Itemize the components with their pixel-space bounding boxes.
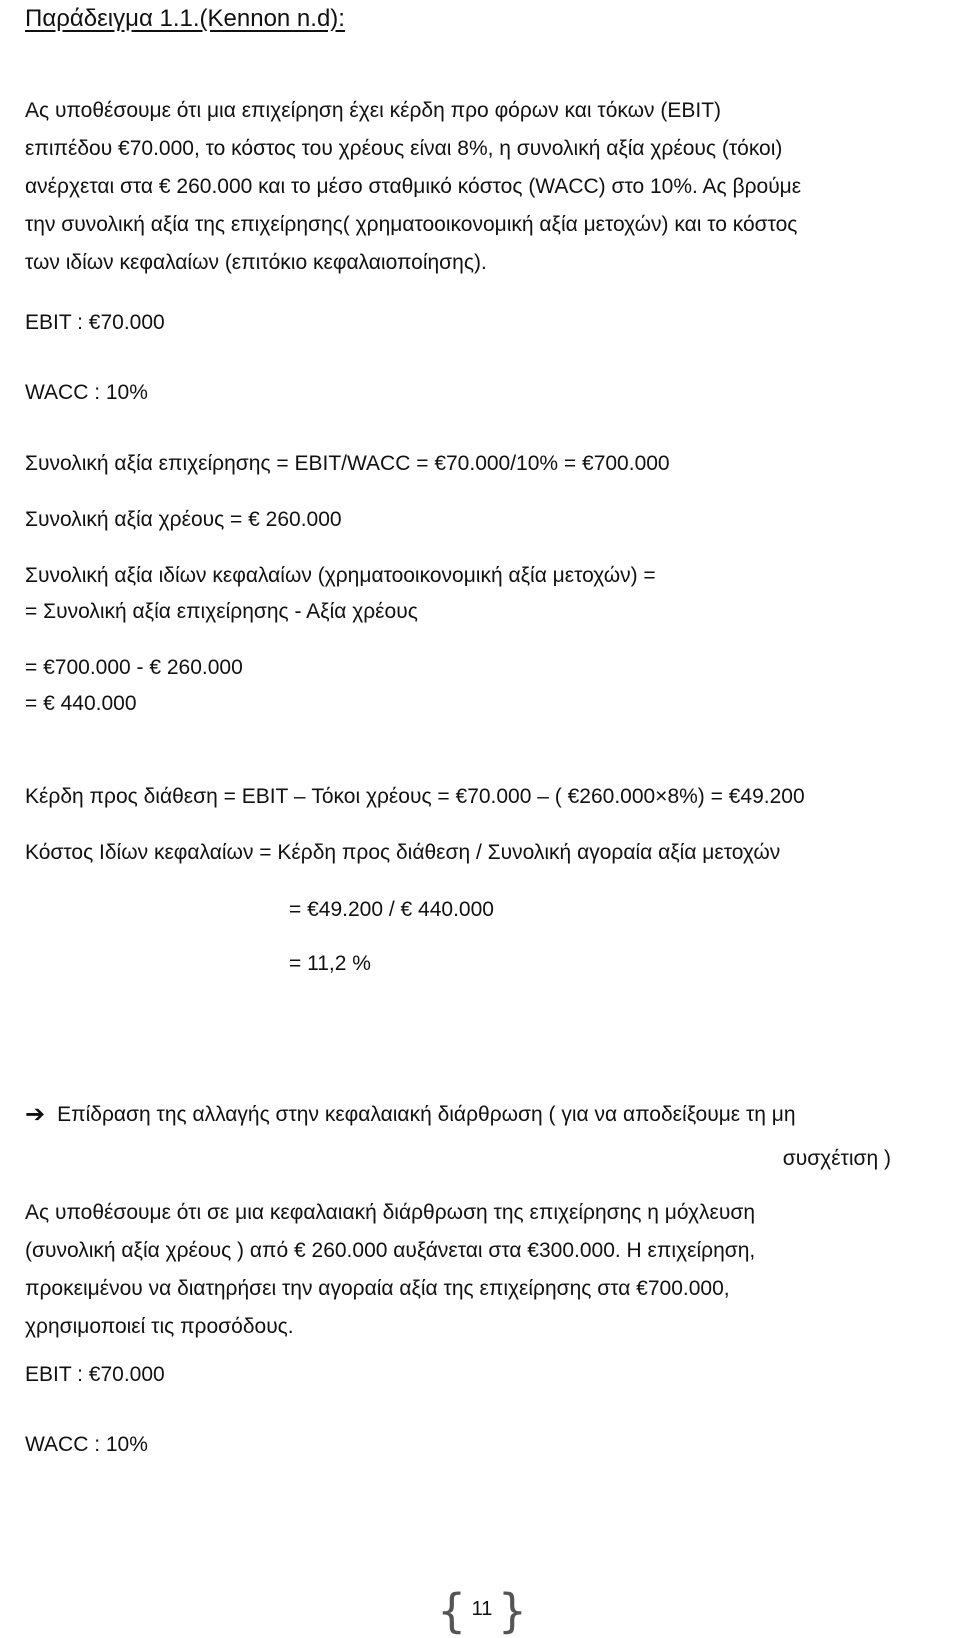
capital-structure-heading-text-2: συσχέτιση ) — [782, 1147, 891, 1170]
equity-calculation-line-3: = €700.000 - € 260.000 — [25, 656, 243, 679]
intro-line-4: την συνολική αξία της επιχείρησης( χρηματοοικονομική αξία μετοχών) και το κόστος — [25, 213, 798, 236]
leverage-line-4: χρησιμοποιεί τις προσόδους. — [25, 1315, 294, 1338]
left-brace-icon: { — [437, 1584, 467, 1638]
capital-structure-section-heading — [25, 1093, 931, 1181]
ebit-value-1: EBIT : €70.000 — [25, 311, 165, 334]
leverage-line-3: προκειμένου να διατηρήσει την αγοραία αξία της επιχείρησης στα €700.000, — [25, 1277, 730, 1300]
leverage-paragraph — [25, 1194, 931, 1346]
debt-value: Συνολική αξία χρέους = € 260.000 — [25, 508, 342, 531]
wacc-value-2: WACC : 10% — [25, 1433, 148, 1456]
leverage-line-2: (συνολική αξία χρέους ) από € 260.000 αυξάνεται στα €300.000. Η επιχείρηση, — [25, 1239, 756, 1262]
leverage-line-1: Ας υποθέσουμε ότι σε μια κεφαλαιακή διάρθρωση της επιχείρησης η μόχλευση — [25, 1201, 756, 1224]
wacc-value-1: WACC : 10% — [25, 381, 148, 404]
cost-of-equity-line-2: = €49.200 / € 440.000 — [289, 898, 494, 921]
right-arrow-icon: ➔ — [25, 1101, 46, 1128]
right-brace-icon: } — [497, 1584, 527, 1638]
intro-line-1: Ας υποθέσουμε ότι μια επιχείρηση έχει κέρδη προ φόρων και τόκων (EBIT) — [25, 99, 722, 122]
equity-calculation-line-4: = € 440.000 — [25, 692, 137, 715]
capital-structure-heading-text-1: Επίδραση της αλλαγής στην κεφαλαιακή διάρθρωση ( για να αποδείξουμε τη μη — [57, 1103, 796, 1126]
equity-calculation-line-2: = Συνολική αξία επιχείρησης - Αξία χρέους — [25, 600, 418, 623]
page-number: 11 — [471, 1598, 493, 1620]
intro-line-3: ανέρχεται στα € 260.000 και το μέσο σταθμικό κόστος (WACC) στο 10%. Ας βρούμε — [25, 175, 802, 198]
cost-of-equity-line-3: = 11,2 % — [289, 952, 371, 975]
ebit-value-2: EBIT : €70.000 — [25, 1363, 165, 1386]
intro-line-2: επιπέδου €70.000, το κόστος του χρέους είναι 8%, η συνολική αξία χρέους (τόκοι) — [25, 137, 783, 160]
intro-line-5: των ιδίων κεφαλαίων (επιτόκιο κεφαλαιοποίησης). — [25, 251, 487, 274]
intro-paragraph — [25, 92, 931, 282]
cost-of-equity-formula: Κόστος Ιδίων κεφαλαίων = Κέρδη προς διάθεση / Συνολική αγοραία αξία μετοχών — [25, 841, 781, 864]
equity-calculation-line-1: Συνολική αξία ιδίων κεφαλαίων (χρηματοοικονομική αξία μετοχών) = — [25, 564, 656, 587]
page-footer — [437, 1584, 527, 1638]
page-heading: Παράδειγμα 1.1.(Kennon n.d): — [25, 5, 345, 32]
firm-value-calculation: Συνολική αξία επιχείρησης = EBIT/WACC = €70.000/10% = €700.000 — [25, 452, 670, 475]
profit-calculation: Κέρδη προς διάθεση = EBIT – Τόκοι χρέους = €70.000 – ( €260.000×8%) = €49.200 — [25, 785, 805, 808]
capital-structure-heading-row-1 — [25, 1093, 931, 1137]
